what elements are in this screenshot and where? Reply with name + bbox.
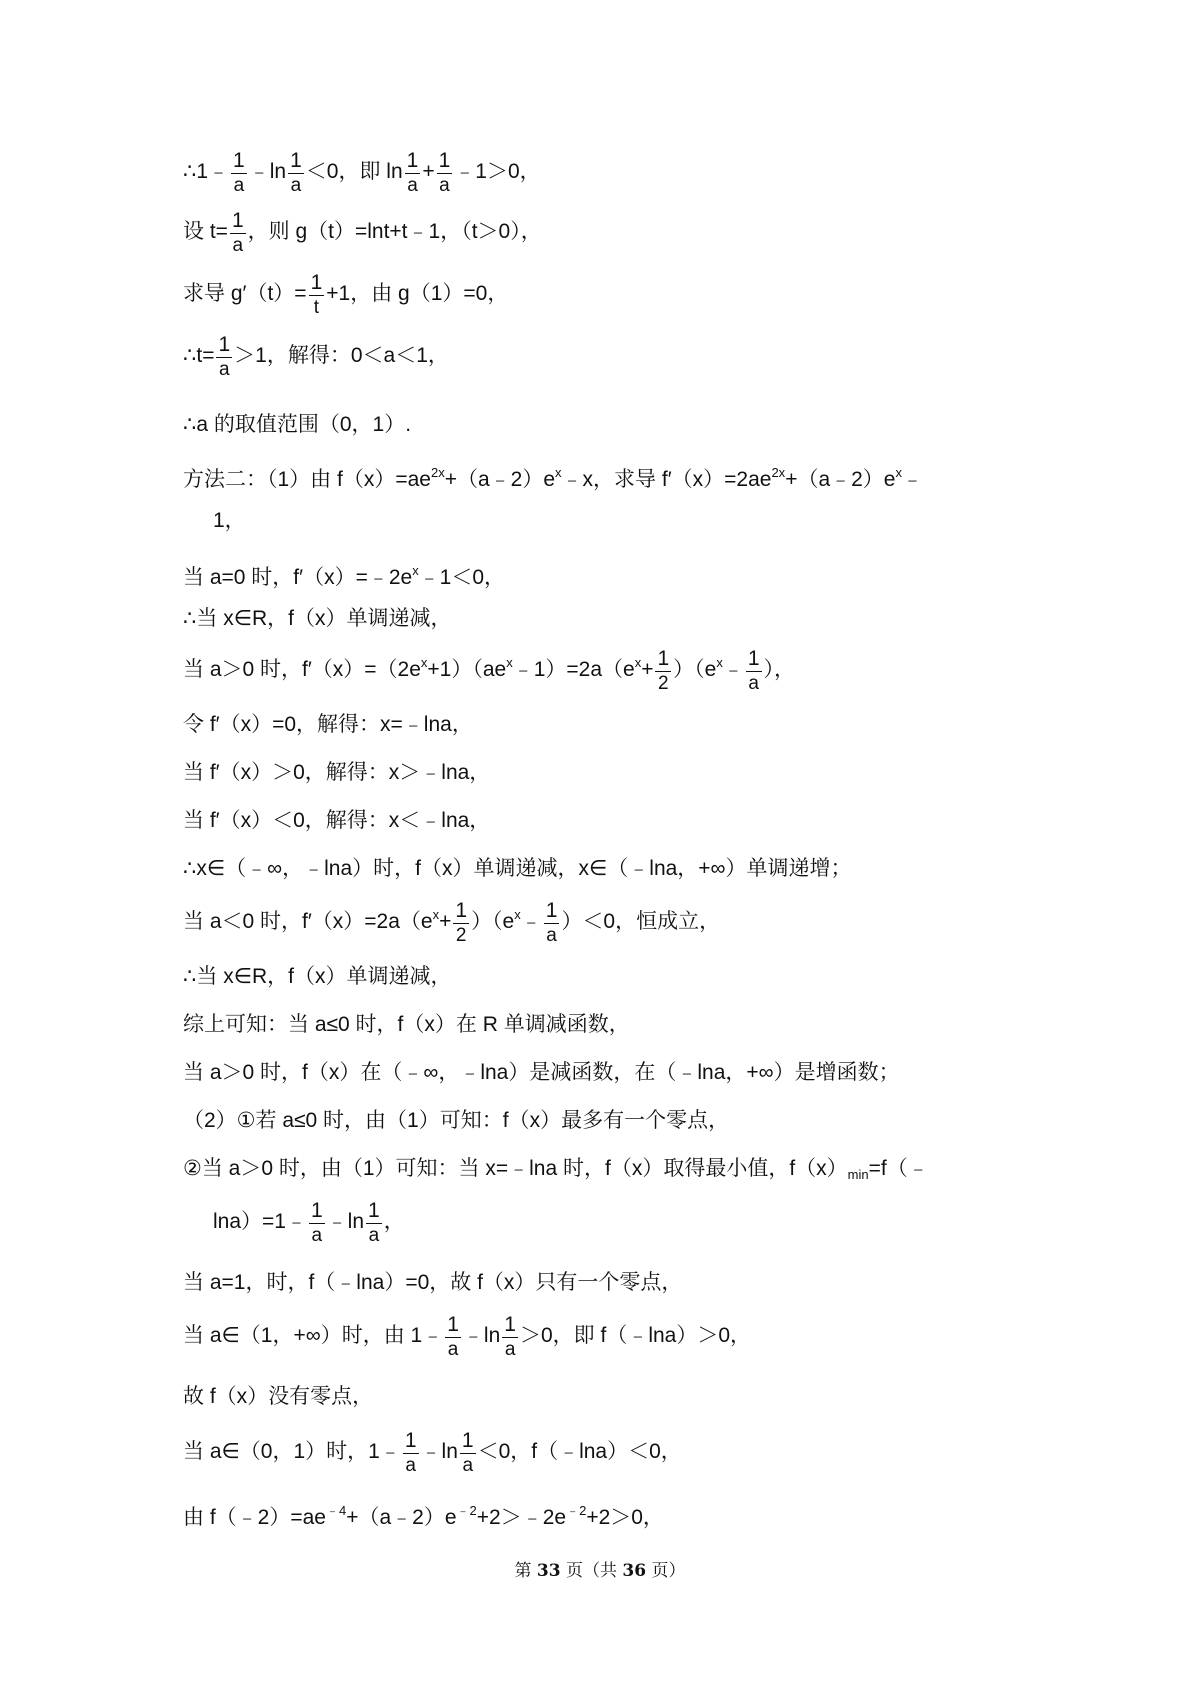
text-run: +1，由 g（1）=0， [326,282,509,306]
solution-line: ∴a 的取值范围（0，1）. [183,413,412,436]
solution-line [183,150,541,195]
fraction: $\frac{1}{a}$ [504,1313,516,1360]
fraction: $\frac{1}{a}$ [231,209,244,256]
text-run: ＞1，解得：0＜a＜1， [234,344,449,368]
text-run: ﹣1＞0， [454,160,541,184]
fraction: $\frac{1}{a}$ [461,1429,474,1476]
solution-line: 当 a∈（0，1）时，1﹣ $\frac{1}{a}$ ﹣ln $\frac{1}{a}$ ＜0，f（﹣lna）＜0， [183,1429,682,1476]
fraction: $\frac{1}{t}$ [310,271,323,318]
solution-line [183,272,508,317]
solution-line: ②当 a＞0 时，由（1）可知：当 x=﹣lna 时，f（x）取得最小值，$f(x)_{min}=f(﹣$ [183,1157,929,1182]
solution-line: ∴当 x∈R，f（x）单调递减， [183,965,452,988]
solution-line: 当 f′（x）＜0，解得：x＜﹣lna， [183,809,491,832]
solution-line: 综上可知：当 a≤0 时，f（x）在 R 单调减函数， [183,1013,630,1036]
solution-line: 当 a∈（1，+∞）时，由 1﹣ $\frac{1}{a}$ ﹣ln $\frac{1}{a}$ ＞0，即 f（﹣lna）＞0， [183,1313,752,1360]
solution-line: 1， [213,509,246,532]
solution-line: ∴当 x∈R，f（x）单调递减， [183,607,452,630]
fraction: $\frac{1}{a}$ [218,333,231,380]
solution-line [183,210,542,255]
solution-line [183,334,449,379]
text-run: 设 t= [183,220,228,244]
fraction: $\frac{1}{a}$ [747,647,760,694]
fraction: $\frac{1}{a}$ [368,1199,380,1246]
solution-line: 当 f′（x）＞0，解得：x＞﹣lna， [183,761,491,784]
fraction: $\frac{1}{a}$ [310,1199,323,1246]
page-footer: 第 33 页（共 36 页） [514,1561,686,1581]
fraction: $\frac{1}{a}$ [233,149,245,196]
text-run: ，则 g（t）=lnt+t﹣1，（t＞0）， [247,220,542,244]
solution-line: 令 f′（x）=0，解得：x=﹣lna， [183,713,473,736]
solution-line: 方法二：（1）由 $f(x)=ae^{2x}+(a﹣2)e^x﹣x$，求导 $f'(x)=2ae^{2x}+(a﹣2)e^x﹣$ [183,465,923,491]
solution-line: ∴x∈（﹣∞，﹣lna）时，f（x）单调递减，x∈（﹣lna，+∞）单调递增； [183,857,852,880]
fraction: $\frac{1}{a}$ [404,1429,417,1476]
total-page-count: 36 [622,1561,647,1581]
solution-line: 故 f（x）没有零点， [183,1385,374,1408]
solution-line: （2）①若 a≤0 时，由（1）可知：f（x）最多有一个零点， [183,1109,730,1132]
text-run: ∴1﹣ [183,160,230,184]
text-run: ＜0，即 ln [305,160,403,184]
fraction: $\frac{1}{a}$ [438,149,451,196]
fraction: $\frac{1}{a}$ [406,149,419,196]
fraction: $\frac{1}{a}$ [290,149,302,196]
solution-line: 当 a=0 时，$f'(x)=﹣2e^x﹣1<0$， [183,563,506,589]
fraction: $\frac{1}{a}$ [545,899,558,946]
text-run: ∴t= [183,344,215,368]
solution-line: 当 a=1，时，f（﹣lna）=0，故 f（x）只有一个零点， [183,1271,683,1294]
solution-line: lna）=1﹣ $\frac{1}{a}$ ﹣ln $\frac{1}{a}$ ， [213,1199,405,1246]
solution-line: 由 $f(﹣2)=ae^{﹣4}+(a﹣2)e^{﹣2}+2>﹣2e^{﹣2}+2>0$， [183,1503,664,1529]
current-page-number: 33 [536,1561,561,1581]
solution-line: 当 a＞0 时，f（x）在（﹣∞，﹣lna）是减函数，在（﹣lna，+∞）是增函数； [183,1061,900,1084]
solution-line: 当 a＞0 时，$f'(x)=(2e^x+1)(ae^x﹣1)=2a(e^x+$ $\frac{1}{2}$ ）（$e^x﹣$ $\frac{1}{a}$ ）， [183,647,796,694]
fraction: $\frac{1}{a}$ [447,1313,459,1360]
fraction: $\frac{1}{2}$ [657,647,670,694]
text-run: + [422,160,435,184]
text-run: ﹣ln [248,160,287,184]
fraction: $\frac{1}{2}$ [455,899,468,946]
solution-line: 当 a＜0 时，$f'(x)=2a(e^x+$ $\frac{1}{2}$ ）（$e^x﹣$ $\frac{1}{a}$ ）＜0，恒成立， [183,899,721,946]
text-run: 求导 g′（t）= [183,282,307,306]
